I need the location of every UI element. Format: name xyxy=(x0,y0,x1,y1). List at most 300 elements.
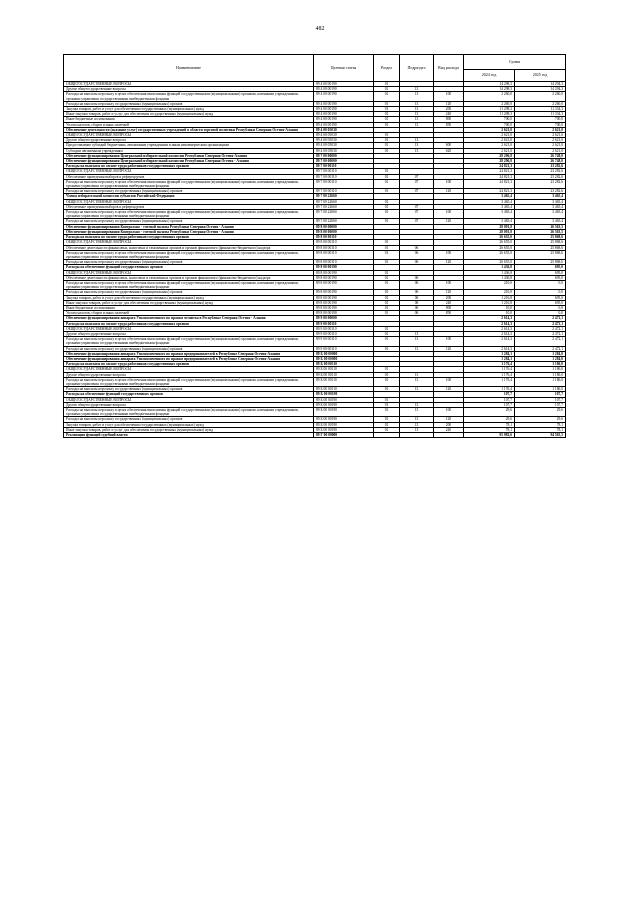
row-subsection: 06 xyxy=(400,305,434,310)
row-sum-2024: 24 821,3 xyxy=(464,169,515,174)
row-sum-2024: 10,0 xyxy=(464,305,515,310)
row-target-code: 89 Б 00 00190 xyxy=(314,408,374,417)
table-row xyxy=(64,408,566,417)
row-expense-type: 600 xyxy=(434,143,464,148)
row-sum-2025: 107,7 xyxy=(515,392,566,397)
row-target-code: 89 8 00 00190 xyxy=(314,295,374,300)
row-expense-type: 240 xyxy=(434,112,464,117)
row-sum-2025: 3 465,4 xyxy=(515,194,566,199)
row-sum-2025: 2 472,1 xyxy=(515,331,566,336)
row-expense-type: 120 xyxy=(434,346,464,351)
row-name: ОБЩЕГОСУДАРСТВЕННЫЕ ВОПРОСЫ xyxy=(64,133,314,138)
row-name: Иные бюджетные ассигнования xyxy=(64,117,314,122)
row-sum-2025: 0,0 xyxy=(515,305,566,310)
row-sum-2024: 24 821,3 xyxy=(464,174,515,179)
row-sum-2025: 26 563,5 xyxy=(515,229,566,234)
budget-table xyxy=(63,54,566,438)
row-name: Расходы на выплаты персоналу государственных (муниципальных) органов xyxy=(64,260,314,265)
row-name: Расходы на выплаты персоналу в целях обеспечения выполнения функций государственными (муниципальными) органами, казенными учреждениями, органами управления государственными внебюджетными фондами xyxy=(64,377,314,386)
row-subsection: 06 xyxy=(400,300,434,305)
row-name: ОБЩЕГОСУДАРСТВЕННЫЕ ВОПРОСЫ xyxy=(64,199,314,204)
row-sum-2024: 26 655,0 xyxy=(464,240,515,245)
row-target-code: 89 4 00 00190 xyxy=(314,92,374,101)
header-sum: Сумма xyxy=(464,55,566,70)
row-name: ОБЩЕГОСУДАРСТВЕННЫЕ ВОПРОСЫ xyxy=(64,82,314,87)
row-sum-2024: 210,0 xyxy=(464,280,515,289)
row-section: 01 xyxy=(374,169,400,174)
row-name: Расходы на выплаты по оплате труда работников государственных органов xyxy=(64,235,314,240)
row-sum-2024: 24 821,3 xyxy=(464,189,515,194)
table-row xyxy=(64,179,566,188)
row-sum-2024: 14 298,3 xyxy=(464,82,515,87)
table-row xyxy=(64,92,566,101)
row-target-code: 89 4 00 05030 xyxy=(314,143,374,148)
row-sum-2024: 24 821,3 xyxy=(464,179,515,188)
row-section: 01 xyxy=(374,427,400,432)
row-sum-2024: 26 655,0 xyxy=(464,260,515,265)
row-target-code: 89 9 00 00000 xyxy=(314,316,374,321)
row-sum-2025: 94 563,5 xyxy=(515,433,566,438)
row-sum-2025: 1 186,0 xyxy=(515,372,566,377)
row-sum-2024: 2 621,0 xyxy=(464,143,515,148)
row-sum-2025: 1 284,0 xyxy=(515,351,566,356)
row-sum-2025: 23 282,6 xyxy=(515,169,566,174)
row-section: 01 xyxy=(374,199,400,204)
row-sum-2024: 3 465,4 xyxy=(464,199,515,204)
row-section: 01 xyxy=(374,331,400,336)
row-section: 01 xyxy=(374,179,400,188)
row-name: Субсидии автономным учреждениям xyxy=(64,148,314,153)
row-sum-2025: 11 334,3 xyxy=(515,112,566,117)
row-name: Закупка товаров, работ и услуг для обеспечения государственных (муниципальных) нужд xyxy=(64,107,314,112)
row-sum-2025: 2 621,0 xyxy=(515,127,566,132)
row-subsection: 13 xyxy=(400,337,434,346)
row-section: 01 xyxy=(374,326,400,331)
row-sum-2024: 78,1 xyxy=(464,427,515,432)
row-target-code: 89 4 00 05030 xyxy=(314,133,374,138)
row-target-code: 89 9 00 00110 xyxy=(314,346,374,351)
row-name: Закупка товаров, работ и услуг для обеспечения государственных (муниципальных) нужд xyxy=(64,295,314,300)
row-subsection: 13 xyxy=(400,117,434,122)
row-section: 01 xyxy=(374,270,400,275)
row-sum-2025: 695,0 xyxy=(515,295,566,300)
row-sum-2024: 700,0 xyxy=(464,117,515,122)
row-sum-2024: 2 621,0 xyxy=(464,133,515,138)
row-subsection: 06 xyxy=(400,295,434,300)
row-target-code: 89 9 00 00110 xyxy=(314,331,374,336)
row-sum-2024: 26 655,0 xyxy=(464,245,515,250)
row-name: Обеспечение проведения выборов и референдумов xyxy=(64,174,314,179)
row-subsection: 07 xyxy=(400,189,434,194)
row-target-code: 89 7 00 22660 xyxy=(314,194,374,199)
row-sum-2024: 14 298,3 xyxy=(464,87,515,92)
row-subsection: 07 xyxy=(400,210,434,219)
row-target-code: 89 4 00 00190 xyxy=(314,112,374,117)
row-target-code: 89 8 00 00000 xyxy=(314,229,374,234)
row-name: Расходы на выплаты персоналу государственных (муниципальных) органов xyxy=(64,417,314,422)
row-sum-2025: 3 465,4 xyxy=(515,204,566,209)
row-sum-2024: 78,1 xyxy=(464,422,515,427)
row-target-code: 89 8 00 00110 xyxy=(314,240,374,245)
row-section: 01 xyxy=(374,245,400,250)
row-sum-2025: 1 284,0 xyxy=(515,356,566,361)
row-target-code: 89 4 00 00190 xyxy=(314,101,374,106)
row-sum-2024: 1 176,4 xyxy=(464,377,515,386)
row-section: 01 xyxy=(374,408,400,417)
row-sum-2025: 0,0 xyxy=(515,290,566,295)
row-section: 01 xyxy=(374,148,400,153)
row-subsection: 13 xyxy=(400,422,434,427)
row-expense-type: 850 xyxy=(434,311,464,316)
row-name: Обеспечение функционирования аппарата Уполномоченного по правам человека в Республике Северная Осетия - Алания xyxy=(64,316,314,321)
row-expense-type: 120 xyxy=(434,101,464,106)
row-name: Расходы на выплаты персоналу государственных (муниципальных) органов xyxy=(64,189,314,194)
row-sum-2024: 700,0 xyxy=(464,122,515,127)
row-expense-type: 100 xyxy=(434,179,464,188)
row-sum-2025: 23 282,6 xyxy=(515,174,566,179)
row-section: 01 xyxy=(374,122,400,127)
row-target-code: 89 Б 00 00110 xyxy=(314,367,374,372)
row-sum-2025: 11 334,3 xyxy=(515,107,566,112)
row-name: Реализация функций судебной власти xyxy=(64,433,314,438)
row-subsection: 13 xyxy=(400,87,434,92)
table-row xyxy=(64,280,566,289)
row-sum-2025: 1 186,0 xyxy=(515,377,566,386)
row-sum-2024: 210,0 xyxy=(464,290,515,295)
row-sum-2024: 2 614,3 xyxy=(464,337,515,346)
row-target-code: 89 7 00 00110 xyxy=(314,169,374,174)
row-expense-type: 850 xyxy=(434,122,464,127)
row-target-code: 89 8 00 00190 xyxy=(314,280,374,289)
row-sum-2025: 26 748,0 xyxy=(515,153,566,158)
row-subsection: 13 xyxy=(400,107,434,112)
row-section: 01 xyxy=(374,300,400,305)
row-section: 01 xyxy=(374,87,400,92)
row-target-code: 89 8 00 00190 xyxy=(314,311,374,316)
table-row xyxy=(64,337,566,346)
row-name: Обеспечение деятельности (оказание услуг) государственных учреждений в области торговой политики Республики Северная Осетия-Алания xyxy=(64,127,314,132)
row-name: Обеспечение функционирования Контрольно - счетной палаты Республики Северная Осетия - Алания xyxy=(64,224,314,229)
row-subsection: 13 xyxy=(400,148,434,153)
row-sum-2025: 2 472,1 xyxy=(515,321,566,326)
row-subsection: 13 xyxy=(400,101,434,106)
row-sum-2025: 700,0 xyxy=(515,117,566,122)
row-sum-2025: 29,6 xyxy=(515,408,566,417)
row-sum-2025: 2 472,1 xyxy=(515,326,566,331)
row-sum-2025: 1 186,0 xyxy=(515,387,566,392)
row-name: Уплата налогов, сборов и иных платежей xyxy=(64,122,314,127)
row-sum-2024: 95 982,6 xyxy=(464,433,515,438)
row-subsection: 13 xyxy=(400,143,434,148)
row-section: 01 xyxy=(374,402,400,407)
row-sum-2024: 29,6 xyxy=(464,408,515,417)
row-section: 01 xyxy=(374,422,400,427)
row-target-code: 89 Б 00 00000 xyxy=(314,351,374,356)
row-sum-2024: 1 284,1 xyxy=(464,356,515,361)
row-section: 01 xyxy=(374,275,400,280)
row-section: 01 xyxy=(374,112,400,117)
row-expense-type: 240 xyxy=(434,300,464,305)
row-expense-type: 120 xyxy=(434,219,464,224)
row-section: 01 xyxy=(374,337,400,346)
row-sum-2024: 2 621,0 xyxy=(464,148,515,153)
row-section: 01 xyxy=(374,174,400,179)
row-expense-type: 200 xyxy=(434,422,464,427)
row-sum-2024: 107,7 xyxy=(464,392,515,397)
row-target-code: 89 7 00 22660 xyxy=(314,210,374,219)
row-sum-2025: 107,7 xyxy=(515,402,566,407)
row-section: 01 xyxy=(374,138,400,143)
row-sum-2024: 1 436,8 xyxy=(464,265,515,270)
row-sum-2025: 26 563,5 xyxy=(515,224,566,229)
row-sum-2025: 3 465,4 xyxy=(515,210,566,219)
row-sum-2024: 11 298,3 xyxy=(464,107,515,112)
row-name: Иные закупки товаров, работ и услуг для обеспечения государственных (муниципальных) нужд xyxy=(64,300,314,305)
row-expense-type: 100 xyxy=(434,92,464,101)
row-expense-type: 200 xyxy=(434,295,464,300)
row-sum-2025: 3 465,4 xyxy=(515,219,566,224)
row-sum-2025: 2 472,1 xyxy=(515,316,566,321)
row-subsection: 13 xyxy=(400,92,434,101)
row-target-code: 89 7 00 00000 xyxy=(314,153,374,158)
row-target-code: 89 8 00 00110 xyxy=(314,245,374,250)
row-sum-2024: 1 216,8 xyxy=(464,300,515,305)
row-sum-2024: 3 465,4 xyxy=(464,204,515,209)
row-name: Расходы на выплаты персоналу государственных (муниципальных) органов xyxy=(64,387,314,392)
row-sum-2025: 14 294,3 xyxy=(515,82,566,87)
row-expense-type: 120 xyxy=(434,260,464,265)
row-sum-2025: 23 282,6 xyxy=(515,189,566,194)
row-name: Иные закупки товаров, работ и услуг для обеспечения государственных (муниципальных) нужд xyxy=(64,112,314,117)
row-sum-2024: 2 621,0 xyxy=(464,127,515,132)
row-section: 01 xyxy=(374,117,400,122)
row-name: Предоставление субсидий бюджетным, автономным учреждениям и иным некоммерческим организациям xyxy=(64,143,314,148)
row-sum-2024: 28 091,8 xyxy=(464,224,515,229)
row-target-code: 89 9 00 00110 xyxy=(314,337,374,346)
row-subsection: 13 xyxy=(400,417,434,422)
row-sum-2024: 1 176,4 xyxy=(464,372,515,377)
row-sum-2025: 25 868,6 xyxy=(515,245,566,250)
row-subsection: 13 xyxy=(400,346,434,351)
row-section: 01 xyxy=(374,260,400,265)
row-name: Расходы на выплаты персоналу государственных (муниципальных) органов xyxy=(64,219,314,224)
row-target-code: 89 8 00 00110 xyxy=(314,250,374,259)
row-subsection: 07 xyxy=(400,174,434,179)
row-subsection: 07 xyxy=(400,179,434,188)
row-name: Расходы на выплаты персоналу в целях обеспечения выполнения функций государственными (муниципальными) органами, казенными учреждениями, органами управления государственными внебюджетными фондами xyxy=(64,250,314,259)
row-sum-2024: 28 296,8 xyxy=(464,159,515,164)
row-subsection: 13 xyxy=(400,402,434,407)
row-sum-2025: 695,0 xyxy=(515,275,566,280)
row-expense-type: 100 xyxy=(434,337,464,346)
row-expense-type: 120 xyxy=(434,290,464,295)
row-sum-2025: 2 260,0 xyxy=(515,92,566,101)
row-target-code: 89 4 00 00190 xyxy=(314,87,374,92)
row-sum-2025: 3 465,4 xyxy=(515,199,566,204)
row-expense-type: 120 xyxy=(434,387,464,392)
row-subsection xyxy=(400,433,434,438)
row-section: 01 xyxy=(374,311,400,316)
row-sum-2024: 28 091,8 xyxy=(464,229,515,234)
row-sum-2025: 29,6 xyxy=(515,417,566,422)
row-sum-2024: 26 655,0 xyxy=(464,235,515,240)
row-section xyxy=(374,433,400,438)
row-target-code: 89 4 00 05030 xyxy=(314,138,374,143)
row-sum-2025: 14 294,3 xyxy=(515,87,566,92)
row-target-code: 89 8 00 00190 xyxy=(314,265,374,270)
row-name: Закупка товаров, работ и услуг для обеспечения государственных (муниципальных) нужд xyxy=(64,422,314,427)
row-subsection: 13 xyxy=(400,112,434,117)
row-name: Иные бюджетные ассигнования xyxy=(64,305,314,310)
row-target-code: 89 8 00 00110 xyxy=(314,260,374,265)
row-section: 01 xyxy=(374,372,400,377)
row-name: Обеспечение функционирования Центральной избирательной комиссии Республики Северная Осетия - Алания xyxy=(64,159,314,164)
row-sum-2024: 1 176,4 xyxy=(464,367,515,372)
row-section: 01 xyxy=(374,92,400,101)
header-expense-type: Вид расхода xyxy=(434,55,464,82)
row-target-code: 89 Г 00 00000 xyxy=(314,433,374,438)
row-sum-2025: 23 282,6 xyxy=(515,179,566,188)
row-sum-2025: 0,0 xyxy=(515,280,566,289)
row-name: Обеспечение функционирования Контрольно - счетной палаты Республики Северная Осетия - Алания xyxy=(64,229,314,234)
row-sum-2024: 1 216,8 xyxy=(464,295,515,300)
row-name: Обеспечение функционирования Центральной избирательной комиссии Республики Северная Осетия-Алания xyxy=(64,153,314,158)
row-name: Иные закупки товаров, работ и услуг для обеспечения государственных (муниципальных) нужд xyxy=(64,427,314,432)
row-name: Другие общегосударственные вопросы xyxy=(64,402,314,407)
row-subsection: 06 xyxy=(400,280,434,289)
row-target-code: 89 8 00 00190 xyxy=(314,290,374,295)
row-section: 01 xyxy=(374,82,400,87)
header-year-2025: 2025 год xyxy=(515,69,566,81)
row-target-code: 89 9 00 00110 xyxy=(314,326,374,331)
row-name: ОБЩЕГОСУДАРСТВЕННЫЕ ВОПРОСЫ xyxy=(64,169,314,174)
row-target-code: 89 7 00 22660 xyxy=(314,199,374,204)
row-subsection: 13 xyxy=(400,122,434,127)
row-sum-2024: 2 260,0 xyxy=(464,101,515,106)
row-subsection: 06 xyxy=(400,260,434,265)
row-sum-2025: 695,0 xyxy=(515,270,566,275)
row-expense-type: 100 xyxy=(434,210,464,219)
row-section: 01 xyxy=(374,240,400,245)
row-subsection: 13 xyxy=(400,427,434,432)
header-year-2024: 2024 год xyxy=(464,69,515,81)
row-subsection: 13 xyxy=(400,331,434,336)
row-expense-type xyxy=(434,433,464,438)
row-sum-2024: 2 614,3 xyxy=(464,326,515,331)
row-target-code: 89 7 00 00110 xyxy=(314,174,374,179)
row-target-code: 89 4 00 00190 xyxy=(314,107,374,112)
row-expense-type: 620 xyxy=(434,148,464,153)
row-target-code: 89 Б 00 00190 xyxy=(314,392,374,397)
row-sum-2025: 26 748,0 xyxy=(515,159,566,164)
row-target-code: 89 Б 00 00190 xyxy=(314,427,374,432)
row-section: 01 xyxy=(374,219,400,224)
row-name: Расходы на обеспечение функций государственных органов xyxy=(64,392,314,397)
row-section: 01 xyxy=(374,346,400,351)
row-section: 01 xyxy=(374,133,400,138)
row-sum-2025: 2 472,1 xyxy=(515,337,566,346)
row-sum-2025: 2 472,1 xyxy=(515,346,566,351)
table-row xyxy=(64,210,566,219)
row-name: Расходы на выплаты персоналу государственных (муниципальных) органов xyxy=(64,346,314,351)
row-name: Расходы на выплаты персоналу государственных (муниципальных) органов xyxy=(64,290,314,295)
row-subsection: 13 xyxy=(400,138,434,143)
row-sum-2025: 107,7 xyxy=(515,397,566,402)
row-target-code: 89 4 00 05030 xyxy=(314,148,374,153)
row-expense-type: 200 xyxy=(434,107,464,112)
row-expense-type: 120 xyxy=(434,189,464,194)
row-sum-2024: 10,0 xyxy=(464,311,515,316)
row-sum-2024: 2 614,3 xyxy=(464,331,515,336)
table-row xyxy=(64,250,566,259)
row-sum-2025: 2 621,0 xyxy=(515,148,566,153)
row-name: ОБЩЕГОСУДАРСТВЕННЫЕ ВОПРОСЫ xyxy=(64,240,314,245)
row-sum-2025: 1 186,0 xyxy=(515,367,566,372)
row-sum-2024: 107,7 xyxy=(464,397,515,402)
row-subsection: 13 xyxy=(400,377,434,386)
row-sum-2025: 23 282,6 xyxy=(515,164,566,169)
row-expense-type: 100 xyxy=(434,408,464,417)
row-name: Расходы на выплаты персоналу в целях обеспечения выполнения функций государственными (муниципальными) органами, казенными учреждениями, органами управления государственными внебюджетными фондами xyxy=(64,408,314,417)
row-subsection: 06 xyxy=(400,245,434,250)
row-sum-2024: 107,7 xyxy=(464,402,515,407)
row-target-code: 89 4 00 00190 xyxy=(314,82,374,87)
row-target-code: 89 Б 00 00110 xyxy=(314,387,374,392)
row-name: ОБЩЕГОСУДАРСТВЕННЫЕ ВОПРОСЫ xyxy=(64,326,314,331)
row-target-code: 89 9 00 00110 xyxy=(314,321,374,326)
row-sum-2024: 28 296,8 xyxy=(464,153,515,158)
row-subsection: 06 xyxy=(400,311,434,316)
row-name: Расходы на выплаты персоналу в целях обеспечения выполнения функций государственными (муниципальными) органами, казенными учреждениями, органами управления государственными внебюджетными фондами xyxy=(64,92,314,101)
row-expense-type: 100 xyxy=(434,250,464,259)
row-sum-2024: 1 176,4 xyxy=(464,362,515,367)
row-sum-2024: 3 465,4 xyxy=(464,219,515,224)
row-target-code: 89 8 00 00190 xyxy=(314,300,374,305)
row-target-code: 89 7 00 22660 xyxy=(314,219,374,224)
row-section: 01 xyxy=(374,143,400,148)
row-subsection: 13 xyxy=(400,408,434,417)
row-target-code: 89 8 00 00000 xyxy=(314,224,374,229)
row-sum-2024: 3 465,4 xyxy=(464,194,515,199)
row-sum-2025: 2 621,0 xyxy=(515,133,566,138)
row-target-code: 89 4 00 05030 xyxy=(314,127,374,132)
row-section: 01 xyxy=(374,377,400,386)
row-section: 01 xyxy=(374,210,400,219)
row-name: Расходы на обеспечение функций государственных органов xyxy=(64,265,314,270)
row-subsection: 13 xyxy=(400,372,434,377)
row-target-code: 89 7 00 00110 xyxy=(314,164,374,169)
row-sum-2024: 2 621,0 xyxy=(464,138,515,143)
row-target-code: 89 Б 00 00110 xyxy=(314,372,374,377)
header-subsection: Подраздел xyxy=(400,55,434,82)
row-name: Расходы на выплаты персоналу в целях обеспечения выполнения функций государственными (муниципальными) органами, казенными учреждениями, органами управления государственными внебюджетными фондами xyxy=(64,280,314,289)
row-name: ОБЩЕГОСУДАРСТВЕННЫЕ ВОПРОСЫ xyxy=(64,367,314,372)
row-subsection: 07 xyxy=(400,204,434,209)
row-target-code: 89 Б 00 00000 xyxy=(314,356,374,361)
row-name: Другие общегосударственные вопросы xyxy=(64,331,314,336)
row-target-code: 89 4 00 00190 xyxy=(314,117,374,122)
row-sum-2024: 2 614,3 xyxy=(464,316,515,321)
row-target-code: 89 Б 00 00190 xyxy=(314,422,374,427)
row-section: 01 xyxy=(374,387,400,392)
row-section: 01 xyxy=(374,367,400,372)
row-expense-type: 800 xyxy=(434,305,464,310)
row-section: 01 xyxy=(374,250,400,259)
row-target-code: 89 8 00 00110 xyxy=(314,235,374,240)
row-target-code: 89 Б 00 00190 xyxy=(314,397,374,402)
row-section: 01 xyxy=(374,305,400,310)
row-sum-2024: 1 436,8 xyxy=(464,275,515,280)
